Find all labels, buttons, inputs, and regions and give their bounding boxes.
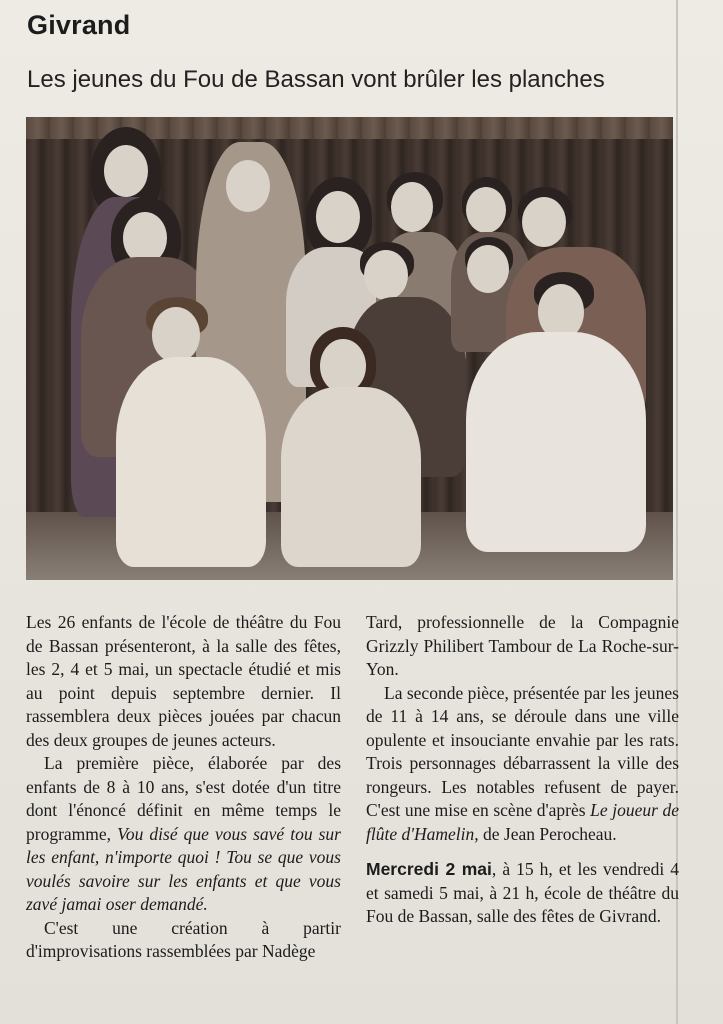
spacer [366, 846, 679, 858]
paragraph [366, 682, 679, 847]
article-column-1 [26, 611, 341, 964]
article-column-2 [366, 611, 679, 929]
article-photo [26, 117, 673, 580]
event-details: , à 15 h, et les vendredi 4 et samedi 5 mai, à 21 h, école de théâtre du Fou de Bassan, salle des fêtes de Givrand. [366, 859, 680, 926]
paragraph-text: La seconde pièce, présentée par les jeunes de 11 à 14 ans, se déroule dans une ville opulente et insouciante envahie par les rats. Trois personnages débarrassent la ville des rongeurs. Les notables refusent de payer. C'est une mise en scène d'après [366, 682, 679, 820]
paragraph [26, 752, 341, 917]
paragraph: Les 26 enfants de l'école de théâtre du Fou de Bassan présenteront, à la salle des fêtes, les 2, 4 et 5 mai, un spectacle étudié et mis au point depuis septembre dernier. Il rassemblera deux pièces jouées par chacun des deux groupes de jeunes acteurs. [26, 612, 341, 750]
section-title: Givrand [27, 10, 131, 40]
article-headline: Les jeunes du Fou de Bassan vont brûler les planches [27, 66, 605, 93]
paragraph: Tard, professionnelle de la Compagnie Grizzly Philibert Tambour de La Roche-sur-Yon. [366, 612, 679, 679]
play-title: Vou disé que vous savé tou sur les enfant, n'importe quoi ! Tou se que vous voulés savoire sur les enfants et que vous zavé jamai oser demandé. [26, 823, 341, 914]
event-date: Mercredi 2 mai [366, 859, 492, 879]
paragraph: C'est une création à partir d'improvisations rassemblées par Nadège [26, 917, 341, 961]
event-info [366, 858, 679, 929]
play-title: Le joueur de flûte d'Hamelin, [366, 800, 679, 844]
paragraph-text: La première pièce, élaborée par des enfants de 8 à 10 ans, s'est dotée d'un titre dont l'énoncé définit en même temps le programme, [26, 753, 341, 844]
author: de Jean Perocheau. [483, 823, 617, 844]
